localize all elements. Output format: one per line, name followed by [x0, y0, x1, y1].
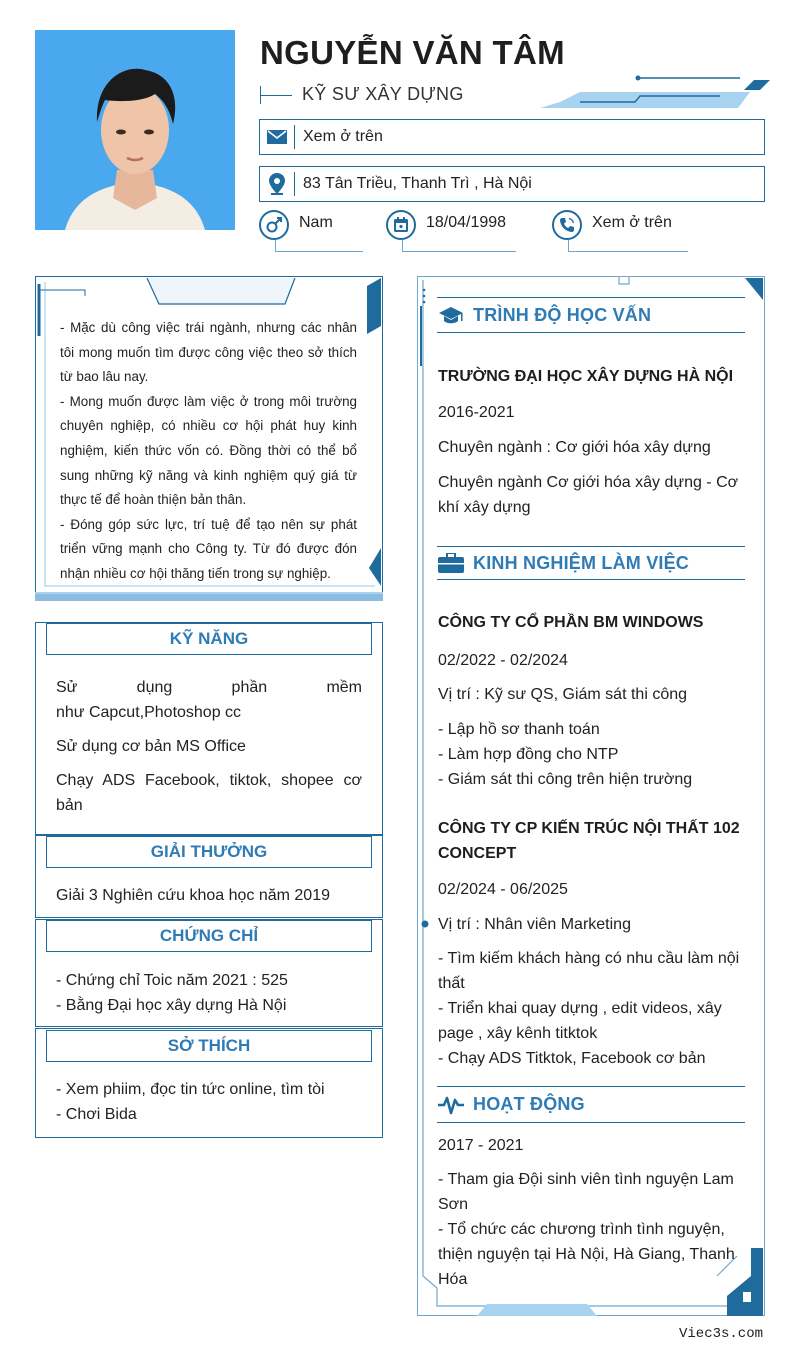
awards-list — [56, 883, 362, 908]
briefcase-icon — [437, 553, 465, 573]
objective-paragraph: - Mong muốn được làm việc ở trong môi trường chuyên nghiệp, có nhiều cơ hội phát huy kinh nghiệm, kiến thức vốn có. Đồng thời có thể bổ sung những kỹ năng và kinh nghiệm quý giá từ thực tế để hoàn thiện bản thân. — [60, 393, 357, 508]
activity-item: - Tham gia Đội sinh viên tình nguyện Lam Sơn — [438, 1171, 734, 1213]
education-major: Chuyên ngành : Cơ giới hóa xây dựng — [438, 439, 711, 456]
hobbies-list — [56, 1077, 362, 1127]
job-duty: - Lập hồ sơ thanh toán — [438, 721, 600, 738]
header-decoration — [540, 74, 772, 114]
activities-heading: HOẠT ĐỘNG — [473, 1094, 585, 1114]
birthday-underline — [402, 240, 516, 252]
birthday-value: 18/04/1998 — [426, 214, 507, 231]
job-period: 02/2024 - 06/2025 — [438, 881, 568, 898]
candidate-name: NGUYỄN VĂN TÂM — [260, 34, 565, 71]
certificate-item: - Bằng Đại học xây dựng Hà Nội — [56, 997, 287, 1014]
phone-icon — [552, 210, 582, 240]
job-period: 02/2022 - 02/2024 — [438, 652, 568, 669]
activities-period: 2017 - 2021 — [438, 1137, 524, 1154]
email-value[interactable]: Xem ở trên — [303, 128, 383, 145]
job-position: Vị trí : Kỹ sư QS, Giám sát thi công — [438, 686, 688, 703]
address-row — [259, 166, 765, 202]
job-title-row — [260, 84, 464, 105]
objective-text — [60, 316, 357, 587]
profile-photo — [35, 30, 235, 230]
job-duty: - Tìm kiếm khách hàng có nhu cầu làm nội thất — [438, 950, 740, 992]
awards-heading: GIẢI THƯỞNG — [46, 836, 372, 868]
education-period: 2016-2021 — [438, 404, 515, 421]
certificate-item: - Chứng chỉ Toic năm 2021 : 525 — [56, 972, 288, 989]
skill-item: bản — [56, 797, 83, 814]
education-major-detail: Chuyên ngành Cơ giới hóa xây dựng - Cơ khí xây dựng — [438, 474, 739, 516]
calendar-icon — [386, 210, 416, 240]
footer-watermark: Viec3s.com — [678, 1326, 763, 1342]
phone-item — [552, 210, 672, 240]
phone-underline — [568, 240, 688, 252]
skills-heading: KỸ NĂNG — [46, 623, 372, 655]
objective-paragraph: - Đóng góp sức lực, trí tuệ để tạo nên sự phát triển vững mạnh cho Công ty. Từ đó được đón nhận nhiều cơ hội thăng tiến trong sự nghiệp. — [60, 516, 357, 581]
avatar — [35, 30, 235, 230]
graduation-cap-icon — [437, 305, 465, 325]
education-heading: TRÌNH ĐỘ HỌC VẤN — [473, 304, 652, 325]
skill-item: Sử dụng phần mềm — [56, 679, 362, 696]
skill-item: Sử dụng cơ bản MS Office — [56, 738, 246, 755]
skill-item: Chạy ADS Facebook, tiktok, shopee cơ — [56, 772, 362, 789]
hobby-item: - Xem phiim, đọc tin tức online, tìm tòi — [56, 1081, 325, 1098]
location-pin-icon — [260, 172, 295, 196]
right-frame-decoration — [417, 276, 765, 1316]
skills-list — [56, 675, 362, 818]
title-decoration — [260, 86, 292, 104]
pulse-icon — [437, 1095, 465, 1115]
phone-value[interactable]: Xem ở trên — [592, 214, 672, 231]
job-company: CÔNG TY CỔ PHẦN BM WINDOWS — [438, 614, 704, 631]
skill-item: như Capcut,Photoshop cc — [56, 704, 242, 721]
birthday-item — [386, 210, 506, 240]
experience-heading: KINH NGHIỆM LÀM VIỆC — [473, 552, 690, 573]
award-item: Giải 3 Nghiên cứu khoa học năm 2019 — [56, 887, 330, 904]
address-value: 83 Tân Triều, Thanh Trì , Hà Nội — [303, 175, 532, 192]
certificates-list — [56, 968, 362, 1018]
certificates-heading: CHỨNG CHỈ — [46, 920, 372, 952]
job-duty: - Chạy ADS Titktok, Facebook cơ bản — [438, 1050, 706, 1067]
activities-heading-bar — [437, 1086, 745, 1123]
job-duty: - Triển khai quay dựng , edit videos, xây page , xây kênh titktok — [438, 1000, 722, 1042]
gender-underline — [275, 240, 363, 252]
gender-icon — [259, 210, 289, 240]
experience-heading-bar — [437, 546, 745, 580]
job-duty: - Giám sát thi công trên hiện trường — [438, 771, 693, 788]
activity-item: - Tổ chức các chương trình tình nguyện, thiện nguyện tại Hà Nội, Hà Giang, Thanh Hóa — [438, 1221, 735, 1288]
job-duties — [438, 946, 748, 1071]
job-company: CÔNG TY CP KIẾN TRÚC NỘI THẤT 102 CONCEPT — [438, 820, 740, 862]
right-column — [417, 276, 765, 1316]
job-title: KỸ SƯ XÂY DỰNG — [302, 84, 464, 104]
education-heading-bar — [437, 297, 745, 333]
hobbies-heading: SỞ THÍCH — [46, 1030, 372, 1062]
email-row — [259, 119, 765, 155]
school-name: TRƯỜNG ĐẠI HỌC XÂY DỰNG HÀ NỘI — [438, 368, 734, 385]
job-position: Vị trí : Nhân viên Marketing — [438, 916, 631, 933]
job-duties — [438, 717, 748, 792]
gender-item — [259, 210, 333, 240]
objective-paragraph: - Mặc dù công việc trái ngành, nhưng các nhân tôi mong muốn tìm được công việc theo sở thích từ bao lâu nay. — [60, 320, 357, 385]
job-duty: - Làm hợp đồng cho NTP — [438, 746, 619, 763]
activities-list — [438, 1167, 744, 1292]
hobby-item: - Chơi Bida — [56, 1106, 137, 1123]
gender-value: Nam — [299, 214, 333, 231]
envelope-icon — [260, 125, 295, 149]
